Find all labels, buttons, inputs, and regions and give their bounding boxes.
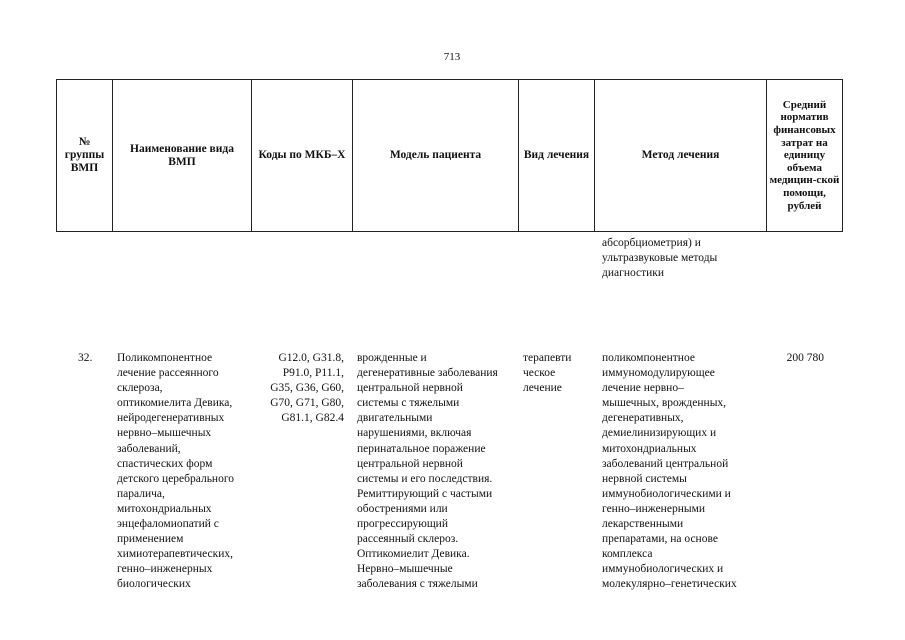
icd-codes — [256, 351, 344, 426]
text-line: Ремиттирующий с частыми — [357, 487, 493, 500]
text-line: демиелинизирующих и — [602, 427, 717, 440]
text-line: химиотерапевтических, — [117, 548, 233, 561]
text-line: двигательными — [357, 412, 433, 425]
text-line: иммунобиологических и — [602, 563, 724, 576]
text-line: системы и его последствия. — [357, 472, 493, 485]
text-line: диагностики — [602, 267, 665, 279]
text-line: перинатальное поражение — [357, 442, 486, 455]
text-line: склероза, — [117, 382, 163, 395]
text-line: иммунобиологическими и — [602, 487, 731, 500]
text-line: G70, G71, G80, — [270, 397, 344, 410]
text-line: лекарственными — [602, 518, 684, 531]
text-line: P91.0, P11.1, — [282, 367, 344, 380]
text-line: терапевти — [523, 352, 572, 364]
text-line: спастических форм — [117, 457, 213, 470]
text-line: генно–инженерных — [117, 563, 213, 576]
text-line: ческое — [523, 367, 556, 380]
text-line: врожденные и — [357, 352, 427, 364]
text-line: биологических — [117, 578, 191, 591]
text-line: препаратами, на основе — [602, 533, 718, 546]
header-treatment-type: Вид лечения — [519, 80, 595, 232]
average-cost: 200 780 — [786, 352, 824, 364]
text-line: лечение — [523, 382, 562, 395]
text-line: дегенеративных, — [602, 412, 684, 425]
text-line: мышечных, врожденных, — [602, 397, 727, 410]
header-icd-codes: Коды по МКБ–Х — [252, 80, 353, 232]
text-line: иммуномодулирующее — [602, 367, 715, 380]
text-line: нейродегенеративных — [117, 412, 225, 425]
text-line: рассеянный склероз. — [357, 533, 459, 546]
text-line: G12.0, G31.8, — [278, 352, 344, 364]
vmp-name — [117, 351, 257, 593]
group-number: 32. — [78, 352, 93, 364]
text-line: ультразвуковые методы — [602, 252, 718, 264]
text-line: Поликомпонентное — [117, 352, 213, 364]
text-line: митохондриальных — [602, 442, 697, 455]
text-line: системы с тяжелыми — [357, 397, 460, 410]
text-line: детского церебрального — [117, 472, 235, 485]
table-header — [56, 79, 843, 232]
text-line: Оптикомиелит Девика. — [357, 548, 470, 561]
text-line: заболевания с тяжелыми — [357, 578, 478, 591]
header-group-number: № группы ВМП — [57, 80, 113, 232]
text-line: лечение рассеянного — [117, 367, 219, 380]
text-line: комплекса — [602, 548, 653, 561]
text-line: заболеваний центральной — [602, 457, 729, 470]
text-line: генно–инженерными — [602, 502, 706, 515]
text-line: нервно–мышечных — [117, 427, 212, 440]
header-average-cost: Средний норматив финансовых затрат на единицу объема медицин-ской помощи, рублей — [767, 80, 843, 232]
text-line: паралича, — [117, 487, 165, 500]
patient-model — [357, 351, 517, 593]
page-number: 713 — [443, 51, 461, 63]
text-line: применением — [117, 533, 184, 546]
text-line: центральной нервной — [357, 382, 463, 395]
text-line: нервной системы — [602, 472, 687, 485]
text-line: G35, G36, G60, — [270, 382, 344, 395]
method-continuation — [602, 236, 772, 281]
text-line: обострениями или — [357, 502, 448, 515]
text-line: дегенеративные заболевания — [357, 367, 498, 380]
text-line: митохондриальных — [117, 502, 212, 515]
text-line: лечение нервно– — [602, 382, 684, 395]
header-vmp-name: Наименование вида ВМП — [113, 80, 252, 232]
text-line: абсорбциометрия) и — [602, 237, 701, 249]
text-line: прогрессирующий — [357, 518, 448, 531]
text-line: энцефаломиопатий с — [117, 518, 219, 531]
text-line: центральной нервной — [357, 457, 463, 470]
text-line: нарушениями, включая — [357, 427, 472, 440]
text-line: G81.1, G82.4 — [281, 412, 344, 425]
text-line: поликомпонентное — [602, 352, 695, 364]
treatment-method — [602, 351, 762, 593]
text-line: заболеваний, — [117, 442, 181, 455]
header-treatment-method: Метод лечения — [595, 80, 767, 232]
treatment-type — [523, 351, 583, 396]
text-line: Нервно–мышечные — [357, 563, 453, 576]
header-patient-model: Модель пациента — [353, 80, 519, 232]
text-line: молекулярно–генетических — [602, 578, 737, 591]
text-line: оптикомиелита Девика, — [117, 397, 233, 410]
